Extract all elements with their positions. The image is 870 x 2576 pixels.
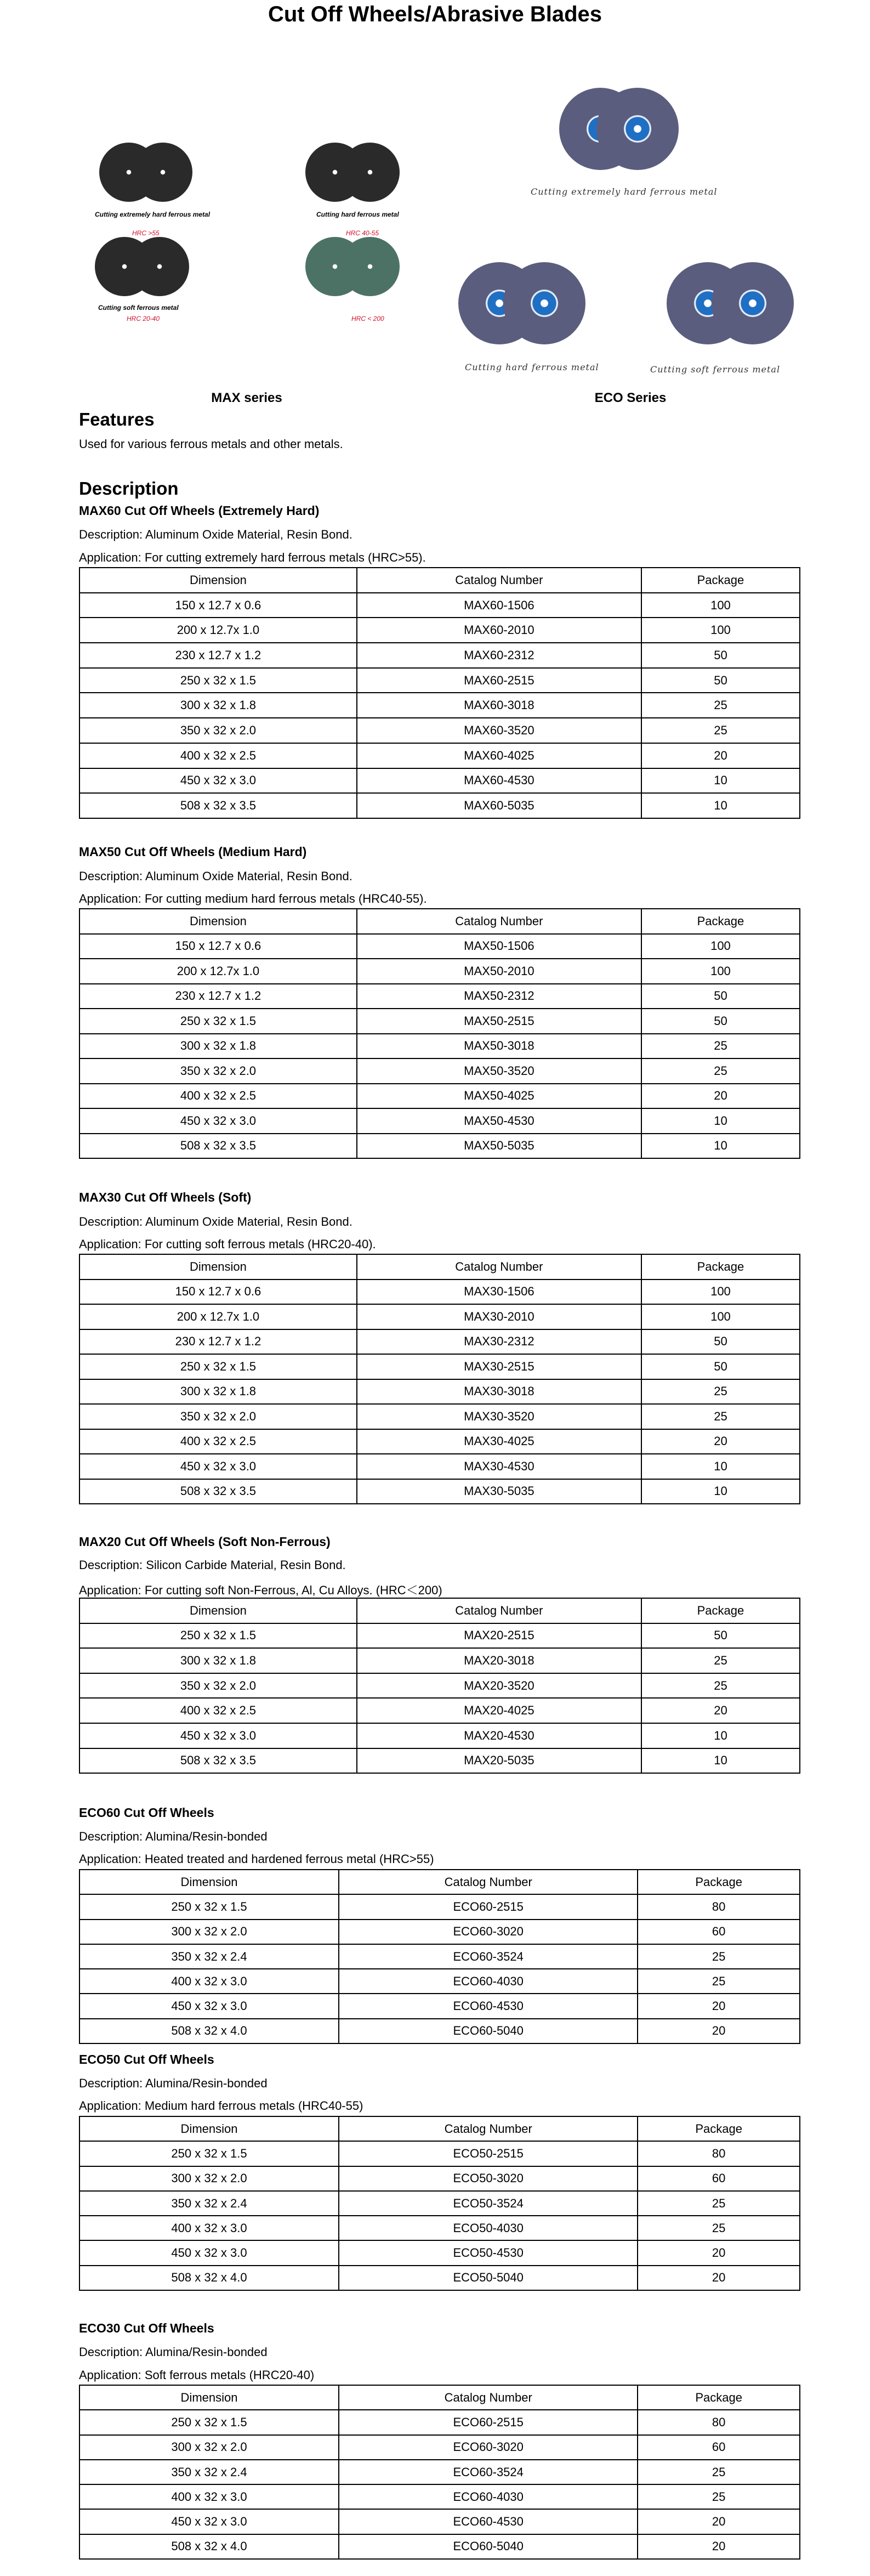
dimension-cell: 350 x 32 x 2.4 xyxy=(79,1944,339,1969)
table-row xyxy=(79,2191,800,2216)
dimension-cell: 250 x 32 x 1.5 xyxy=(79,1894,339,1919)
table-row xyxy=(79,743,800,768)
catalog-number-cell: MAX20-3018 xyxy=(357,1648,641,1673)
eco-series-label: ECO Series xyxy=(594,390,667,405)
table-row xyxy=(79,1084,800,1109)
dimension-cell: 300 x 32 x 1.8 xyxy=(79,1648,357,1673)
table-row xyxy=(79,2019,800,2043)
table-row xyxy=(79,1748,800,1774)
table-header-row xyxy=(79,2116,800,2141)
dimension-cell: 250 x 32 x 1.5 xyxy=(79,1009,357,1034)
package-cell: 50 xyxy=(641,668,800,693)
table-row xyxy=(79,1134,800,1159)
table-row xyxy=(79,693,800,718)
package-cell: 50 xyxy=(641,984,800,1009)
catalog-number-cell: MAX20-4025 xyxy=(357,1698,641,1723)
product-application: Application: For cutting medium hard ferrous metals (HRC40-55). xyxy=(79,892,427,905)
spec-table xyxy=(79,1869,800,2044)
table-row xyxy=(79,2266,800,2290)
dimension-cell: 350 x 32 x 2.0 xyxy=(79,1404,357,1429)
product-title: ECO60 Cut Off Wheels xyxy=(79,1805,214,1820)
dimension-cell: 300 x 32 x 2.0 xyxy=(79,1920,339,1944)
package-cell: 50 xyxy=(641,1623,800,1649)
table-row xyxy=(79,1454,800,1479)
catalog-number-cell: MAX60-2515 xyxy=(357,668,641,693)
dimension-cell: 400 x 32 x 2.5 xyxy=(79,1698,357,1723)
package-cell: 20 xyxy=(638,2266,800,2290)
catalog-number-cell: MAX60-1506 xyxy=(357,593,641,618)
table-header-row xyxy=(79,909,800,934)
package-cell: 10 xyxy=(641,1723,800,1748)
table-row xyxy=(79,1723,800,1748)
package-cell: 20 xyxy=(641,1084,800,1109)
max-series-image xyxy=(79,44,408,378)
package-cell: 80 xyxy=(638,1894,800,1919)
table-row xyxy=(79,1279,800,1305)
max-caption-soft: Cutting soft ferrous metal xyxy=(98,304,179,312)
table-header-row xyxy=(79,1254,800,1279)
product-title: ECO30 Cut Off Wheels xyxy=(79,2321,214,2335)
wheel-max20-b xyxy=(340,237,400,296)
catalog-number-cell: MAX50-4530 xyxy=(357,1108,641,1134)
package-cell: 25 xyxy=(638,1944,800,1969)
dimension-cell: 300 x 32 x 1.8 xyxy=(79,1034,357,1059)
features-heading: Features xyxy=(79,409,155,429)
package-cell: 60 xyxy=(638,2166,800,2191)
package-cell: 50 xyxy=(641,1009,800,1034)
table-row xyxy=(79,1034,800,1059)
package-cell: 50 xyxy=(641,643,800,668)
catalog-number-cell: MAX20-3520 xyxy=(357,1673,641,1699)
max-hrc-label-2: HRC 40-55 xyxy=(346,229,379,237)
column-header: Catalog Number xyxy=(357,909,641,934)
catalog-number-cell: ECO60-3524 xyxy=(339,2460,638,2484)
package-cell: 25 xyxy=(638,2191,800,2216)
table-header-row xyxy=(79,1870,800,1894)
dimension-cell: 150 x 12.7 x 0.6 xyxy=(79,1279,357,1305)
table-row xyxy=(79,959,800,984)
table-row xyxy=(79,1479,800,1504)
dimension-cell: 450 x 32 x 3.0 xyxy=(79,1454,357,1479)
catalog-number-cell: ECO60-3524 xyxy=(339,1944,638,1969)
dimension-cell: 400 x 32 x 2.5 xyxy=(79,743,357,768)
package-cell: 100 xyxy=(641,1304,800,1329)
product-title: MAX20 Cut Off Wheels (Soft Non-Ferrous) xyxy=(79,1535,331,1549)
dimension-cell: 250 x 32 x 1.5 xyxy=(79,2410,339,2435)
table-row xyxy=(79,2460,800,2484)
table-row xyxy=(79,1623,800,1649)
dimension-cell: 450 x 32 x 3.0 xyxy=(79,1994,339,2018)
product-description: Description: Aluminum Oxide Material, Resin Bond. xyxy=(79,1215,352,1228)
package-cell: 10 xyxy=(641,768,800,794)
package-cell: 100 xyxy=(641,618,800,643)
table-row xyxy=(79,1058,800,1084)
catalog-number-cell: MAX30-4530 xyxy=(357,1454,641,1479)
catalog-number-cell: ECO60-4530 xyxy=(339,1994,638,2018)
table-header-row xyxy=(79,568,800,593)
eco-caption-extremely-hard: Cutting extremely hard ferrous metal xyxy=(531,186,718,197)
package-cell: 80 xyxy=(638,2141,800,2166)
dimension-cell: 450 x 32 x 3.0 xyxy=(79,2509,339,2534)
dimension-cell: 300 x 32 x 1.8 xyxy=(79,693,357,718)
catalog-number-cell: MAX60-4530 xyxy=(357,768,641,794)
package-cell: 20 xyxy=(638,1994,800,2018)
catalog-number-cell: MAX20-5035 xyxy=(357,1748,641,1774)
eco-wheel-3b xyxy=(712,262,794,344)
column-header: Dimension xyxy=(79,1254,357,1279)
dimension-cell: 400 x 32 x 3.0 xyxy=(79,2216,339,2240)
table-row xyxy=(79,1329,800,1355)
dimension-cell: 508 x 32 x 3.5 xyxy=(79,793,357,818)
dimension-cell: 250 x 32 x 1.5 xyxy=(79,1623,357,1649)
product-description: Description: Alumina/Resin-bonded xyxy=(79,1830,268,1843)
catalog-number-cell: MAX60-2312 xyxy=(357,643,641,668)
dimension-cell: 508 x 32 x 3.5 xyxy=(79,1748,357,1774)
table-row xyxy=(79,2240,800,2265)
package-cell: 25 xyxy=(638,2484,800,2509)
dimension-cell: 450 x 32 x 3.0 xyxy=(79,768,357,794)
table-row xyxy=(79,2435,800,2460)
table-row xyxy=(79,1673,800,1699)
dimension-cell: 400 x 32 x 3.0 xyxy=(79,2484,339,2509)
package-cell: 20 xyxy=(641,743,800,768)
catalog-number-cell: ECO60-5040 xyxy=(339,2019,638,2043)
catalog-number-cell: ECO50-2515 xyxy=(339,2141,638,2166)
column-header: Package xyxy=(641,1254,800,1279)
spec-table xyxy=(79,1254,800,1504)
package-cell: 20 xyxy=(638,2534,800,2559)
dimension-cell: 200 x 12.7x 1.0 xyxy=(79,959,357,984)
eco-wheel-1b xyxy=(596,88,679,170)
column-header: Dimension xyxy=(79,2385,339,2410)
wheel-max60-b xyxy=(133,143,192,202)
catalog-number-cell: MAX20-4530 xyxy=(357,1723,641,1748)
dimension-cell: 450 x 32 x 3.0 xyxy=(79,1108,357,1134)
dimension-cell: 200 x 12.7x 1.0 xyxy=(79,1304,357,1329)
product-description: Description: Alumina/Resin-bonded xyxy=(79,2076,268,2090)
spec-table xyxy=(79,567,800,819)
dimension-cell: 508 x 32 x 4.0 xyxy=(79,2019,339,2043)
dimension-cell: 250 x 32 x 1.5 xyxy=(79,668,357,693)
dimension-cell: 300 x 32 x 2.0 xyxy=(79,2435,339,2460)
spec-table xyxy=(79,908,800,1159)
package-cell: 25 xyxy=(638,1969,800,1994)
package-cell: 20 xyxy=(641,1698,800,1723)
column-header: Catalog Number xyxy=(339,1870,638,1894)
product-application: Application: For cutting soft Non-Ferrous, Al, Cu Alloys. (HRC＜200) xyxy=(79,1583,442,1597)
catalog-number-cell: MAX20-2515 xyxy=(357,1623,641,1649)
table-row xyxy=(79,2509,800,2534)
table-row xyxy=(79,1354,800,1379)
product-application: Application: For cutting soft ferrous metals (HRC20-40). xyxy=(79,1237,376,1251)
catalog-number-cell: MAX60-5035 xyxy=(357,793,641,818)
package-cell: 100 xyxy=(641,593,800,618)
catalog-number-cell: MAX30-4025 xyxy=(357,1429,641,1454)
table-row xyxy=(79,1108,800,1134)
dimension-cell: 250 x 32 x 1.5 xyxy=(79,2141,339,2166)
catalog-number-cell: ECO60-3020 xyxy=(339,2435,638,2460)
description-heading: Description xyxy=(79,478,179,499)
table-row xyxy=(79,1994,800,2018)
table-row xyxy=(79,2216,800,2240)
catalog-number-cell: MAX30-2312 xyxy=(357,1329,641,1355)
table-row xyxy=(79,1944,800,1969)
package-cell: 100 xyxy=(641,959,800,984)
column-header: Catalog Number xyxy=(339,2385,638,2410)
dimension-cell: 508 x 32 x 3.5 xyxy=(79,1134,357,1159)
catalog-number-cell: ECO60-4030 xyxy=(339,1969,638,1994)
package-cell: 10 xyxy=(641,1479,800,1504)
table-row xyxy=(79,1920,800,1944)
column-header: Dimension xyxy=(79,2116,339,2141)
column-header: Package xyxy=(641,909,800,934)
column-header: Dimension xyxy=(79,1870,339,1894)
catalog-number-cell: ECO60-4530 xyxy=(339,2509,638,2534)
package-cell: 25 xyxy=(638,2216,800,2240)
catalog-number-cell: ECO60-2515 xyxy=(339,1894,638,1919)
table-row xyxy=(79,2484,800,2509)
table-row xyxy=(79,1698,800,1723)
package-cell: 60 xyxy=(638,1920,800,1944)
catalog-number-cell: ECO50-4030 xyxy=(339,2216,638,2240)
eco-series-image xyxy=(450,44,811,378)
package-cell: 10 xyxy=(641,1108,800,1134)
product-application: Application: For cutting extremely hard ferrous metals (HRC>55). xyxy=(79,551,426,564)
product-description: Description: Aluminum Oxide Material, Resin Bond. xyxy=(79,869,352,883)
table-row xyxy=(79,668,800,693)
catalog-number-cell: MAX50-3520 xyxy=(357,1058,641,1084)
package-cell: 25 xyxy=(641,718,800,743)
dimension-cell: 250 x 32 x 1.5 xyxy=(79,1354,357,1379)
table-row xyxy=(79,934,800,959)
catalog-number-cell: ECO60-3020 xyxy=(339,1920,638,1944)
column-header: Dimension xyxy=(79,1598,357,1623)
table-row xyxy=(79,1969,800,1994)
package-cell: 20 xyxy=(638,2509,800,2534)
package-cell: 25 xyxy=(641,1648,800,1673)
catalog-number-cell: ECO60-4030 xyxy=(339,2484,638,2509)
package-cell: 20 xyxy=(641,1429,800,1454)
table-row xyxy=(79,1404,800,1429)
catalog-number-cell: MAX50-1506 xyxy=(357,934,641,959)
dimension-cell: 350 x 32 x 2.4 xyxy=(79,2460,339,2484)
package-cell: 50 xyxy=(641,1329,800,1355)
dimension-cell: 350 x 32 x 2.4 xyxy=(79,2191,339,2216)
package-cell: 50 xyxy=(641,1354,800,1379)
catalog-number-cell: ECO50-3524 xyxy=(339,2191,638,2216)
product-title: ECO50 Cut Off Wheels xyxy=(79,2052,214,2067)
eco-caption-soft: Cutting soft ferrous metal xyxy=(650,364,781,375)
table-row xyxy=(79,2410,800,2435)
dimension-cell: 350 x 32 x 2.0 xyxy=(79,1058,357,1084)
spec-table xyxy=(79,2116,800,2291)
catalog-number-cell: MAX50-5035 xyxy=(357,1134,641,1159)
max-hrc-label-3: HRC 20-40 xyxy=(127,315,160,322)
catalog-number-cell: MAX30-2010 xyxy=(357,1304,641,1329)
wheel-max30-b xyxy=(130,237,189,296)
table-row xyxy=(79,718,800,743)
table-row xyxy=(79,2534,800,2559)
catalog-number-cell: ECO50-3020 xyxy=(339,2166,638,2191)
catalog-number-cell: MAX50-2312 xyxy=(357,984,641,1009)
catalog-number-cell: ECO50-4530 xyxy=(339,2240,638,2265)
dimension-cell: 450 x 32 x 3.0 xyxy=(79,1723,357,1748)
dimension-cell: 350 x 32 x 2.0 xyxy=(79,718,357,743)
catalog-number-cell: ECO60-2515 xyxy=(339,2410,638,2435)
column-header: Catalog Number xyxy=(357,1598,641,1623)
dimension-cell: 508 x 32 x 4.0 xyxy=(79,2534,339,2559)
column-header: Dimension xyxy=(79,909,357,934)
table-row xyxy=(79,1648,800,1673)
catalog-number-cell: MAX30-1506 xyxy=(357,1279,641,1305)
eco-caption-hard: Cutting hard ferrous metal xyxy=(465,362,599,372)
catalog-number-cell: MAX60-3520 xyxy=(357,718,641,743)
dimension-cell: 508 x 32 x 4.0 xyxy=(79,2266,339,2290)
package-cell: 20 xyxy=(638,2019,800,2043)
table-row xyxy=(79,618,800,643)
dimension-cell: 350 x 32 x 2.0 xyxy=(79,1673,357,1699)
dimension-cell: 450 x 32 x 3.0 xyxy=(79,2240,339,2265)
catalog-number-cell: MAX50-2515 xyxy=(357,1009,641,1034)
catalog-number-cell: ECO60-5040 xyxy=(339,2534,638,2559)
dimension-cell: 300 x 32 x 1.8 xyxy=(79,1379,357,1405)
dimension-cell: 230 x 12.7 x 1.2 xyxy=(79,984,357,1009)
wheel-max50-b xyxy=(340,143,400,202)
package-cell: 25 xyxy=(638,2460,800,2484)
dimension-cell: 230 x 12.7 x 1.2 xyxy=(79,643,357,668)
package-cell: 20 xyxy=(638,2240,800,2265)
package-cell: 80 xyxy=(638,2410,800,2435)
package-cell: 25 xyxy=(641,1379,800,1405)
table-header-row xyxy=(79,2385,800,2410)
spec-table xyxy=(79,2385,800,2560)
dimension-cell: 150 x 12.7 x 0.6 xyxy=(79,934,357,959)
package-cell: 25 xyxy=(641,1673,800,1699)
catalog-number-cell: MAX60-4025 xyxy=(357,743,641,768)
table-row xyxy=(79,1009,800,1034)
product-description: Description: Silicon Carbide Material, Resin Bond. xyxy=(79,1558,346,1572)
table-row xyxy=(79,1379,800,1405)
package-cell: 25 xyxy=(641,693,800,718)
table-header-row xyxy=(79,1598,800,1623)
package-cell: 25 xyxy=(641,1404,800,1429)
table-row xyxy=(79,593,800,618)
product-application: Application: Medium hard ferrous metals (HRC40-55) xyxy=(79,2099,363,2113)
features-text: Used for various ferrous metals and other metals. xyxy=(79,437,343,451)
column-header: Dimension xyxy=(79,568,357,593)
product-description: Description: Alumina/Resin-bonded xyxy=(79,2345,268,2359)
package-cell: 10 xyxy=(641,1454,800,1479)
dimension-cell: 400 x 32 x 2.5 xyxy=(79,1084,357,1109)
product-description: Description: Aluminum Oxide Material, Resin Bond. xyxy=(79,528,352,541)
table-row xyxy=(79,2166,800,2191)
max-caption-hard: Cutting hard ferrous metal xyxy=(316,211,399,218)
column-header: Catalog Number xyxy=(339,2116,638,2141)
max-series-label: MAX series xyxy=(211,390,282,405)
product-title: MAX60 Cut Off Wheels (Extremely Hard) xyxy=(79,503,320,518)
catalog-number-cell: MAX50-4025 xyxy=(357,1084,641,1109)
column-header: Package xyxy=(638,2116,800,2141)
dimension-cell: 400 x 32 x 2.5 xyxy=(79,1429,357,1454)
table-row xyxy=(79,2141,800,2166)
package-cell: 10 xyxy=(641,793,800,818)
catalog-number-cell: MAX60-2010 xyxy=(357,618,641,643)
dimension-cell: 200 x 12.7x 1.0 xyxy=(79,618,357,643)
column-header: Package xyxy=(641,568,800,593)
package-cell: 10 xyxy=(641,1134,800,1159)
table-row xyxy=(79,1304,800,1329)
table-row xyxy=(79,984,800,1009)
catalog-number-cell: MAX30-2515 xyxy=(357,1354,641,1379)
dimension-cell: 300 x 32 x 2.0 xyxy=(79,2166,339,2191)
package-cell: 10 xyxy=(641,1748,800,1774)
package-cell: 100 xyxy=(641,934,800,959)
spec-table xyxy=(79,1598,800,1774)
table-row xyxy=(79,643,800,668)
catalog-number-cell: MAX50-3018 xyxy=(357,1034,641,1059)
table-row xyxy=(79,1429,800,1454)
eco-wheel-2b xyxy=(503,262,585,344)
page-title: Cut Off Wheels/Abrasive Blades xyxy=(268,2,602,26)
catalog-number-cell: MAX50-2010 xyxy=(357,959,641,984)
catalog-number-cell: ECO50-5040 xyxy=(339,2266,638,2290)
catalog-number-cell: MAX30-3018 xyxy=(357,1379,641,1405)
max-hrc-label-1: HRC >55 xyxy=(132,229,160,237)
table-row xyxy=(79,793,800,818)
dimension-cell: 508 x 32 x 3.5 xyxy=(79,1479,357,1504)
column-header: Catalog Number xyxy=(357,1254,641,1279)
column-header: Catalog Number xyxy=(357,568,641,593)
package-cell: 100 xyxy=(641,1279,800,1305)
product-application: Application: Soft ferrous metals (HRC20-40) xyxy=(79,2368,315,2382)
column-header: Package xyxy=(638,1870,800,1894)
dimension-cell: 150 x 12.7 x 0.6 xyxy=(79,593,357,618)
dimension-cell: 400 x 32 x 3.0 xyxy=(79,1969,339,1994)
table-row xyxy=(79,768,800,794)
package-cell: 25 xyxy=(641,1034,800,1059)
dimension-cell: 230 x 12.7 x 1.2 xyxy=(79,1329,357,1355)
column-header: Package xyxy=(638,2385,800,2410)
catalog-number-cell: MAX30-3520 xyxy=(357,1404,641,1429)
product-application: Application: Heated treated and hardened ferrous metal (HRC>55) xyxy=(79,1852,434,1866)
catalog-number-cell: MAX30-5035 xyxy=(357,1479,641,1504)
package-cell: 25 xyxy=(641,1058,800,1084)
product-title: MAX30 Cut Off Wheels (Soft) xyxy=(79,1190,252,1204)
column-header: Package xyxy=(641,1598,800,1623)
table-row xyxy=(79,1894,800,1919)
catalog-number-cell: MAX60-3018 xyxy=(357,693,641,718)
package-cell: 60 xyxy=(638,2435,800,2460)
max-caption-extremely-hard: Cutting extremely hard ferrous metal xyxy=(95,211,211,218)
product-title: MAX50 Cut Off Wheels (Medium Hard) xyxy=(79,845,307,859)
max-hrc-label-4: HRC < 200 xyxy=(351,315,384,322)
